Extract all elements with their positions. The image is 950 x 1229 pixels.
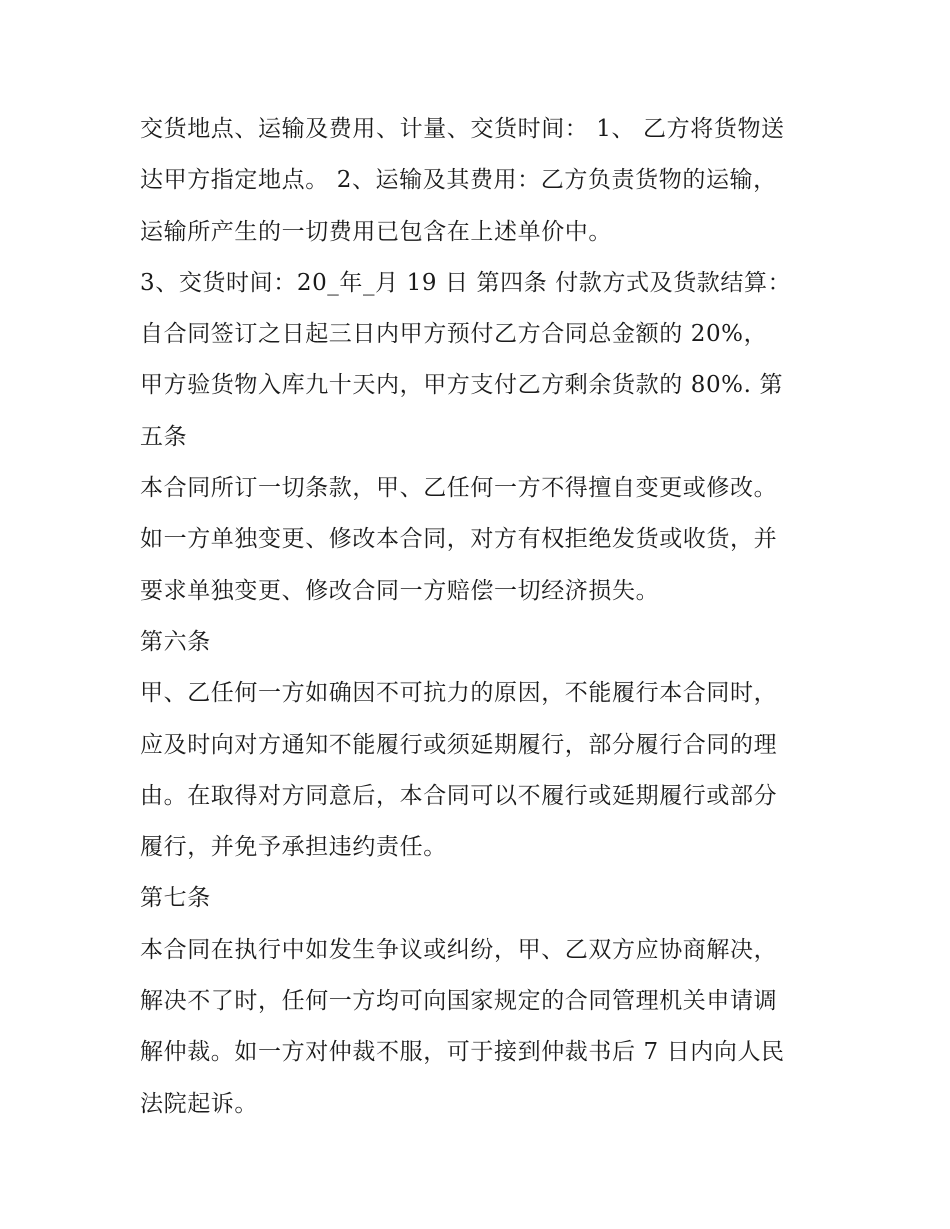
text-line: 交货地点、运输及费用、计量、交货时间： 1、 乙方将货物送 [140,116,785,142]
text-line: 本合同在执行中如发生争议或纠纷，甲、乙双方应协商解决， [140,936,778,963]
text-line: 运输所产生的一切费用已包含在上述单价中。 [140,218,612,245]
text-line: 应及时向对方通知不能履行或须延期履行，部分履行合同的理 [140,731,778,758]
text-line: 解决不了时，任何一方均可向国家规定的合同管理机关申请调 [140,988,778,1015]
section-heading: 第六条 [140,628,211,655]
section-heading: 第七条 [140,885,211,912]
contract-text [140,104,820,1130]
text-line: 自合同签订之日起三日内甲方预付乙方合同总金额的 20%， [140,321,768,348]
text-line: 履行，并免予承担违约责任。 [140,834,447,861]
text-line: 法院起诉。 [140,1090,258,1117]
text-line: 本合同所订一切条款，甲、乙任何一方不得擅自变更或修改。 [140,475,778,502]
text-line: 甲方验货物入库九十天内，甲方支付乙方剩余货款的 80%. 第 [140,372,784,399]
section-heading: 五条 [140,423,188,450]
text-line: 解仲裁。如一方对仲裁不服，可于接到仲裁书后 7 日内向人民 [140,1039,785,1066]
text-line: 甲、乙任何一方如确因不可抗力的原因，不能履行本合同时， [140,680,778,707]
text-line: 要求单独变更、修改合同一方赔偿一切经济损失。 [140,577,660,604]
text-line: 达甲方指定地点。 2、运输及其费用：乙方负责货物的运输， [140,167,777,194]
text-line: 如一方单独变更、修改本合同，对方有权拒绝发货或收货，并 [140,526,778,553]
text-line: 由。在取得对方同意后，本合同可以不履行或延期履行或部分 [140,782,778,809]
text-line: 3、交货时间：20_年_月 19 日 第四条 付款方式及货款结算： [140,269,792,296]
